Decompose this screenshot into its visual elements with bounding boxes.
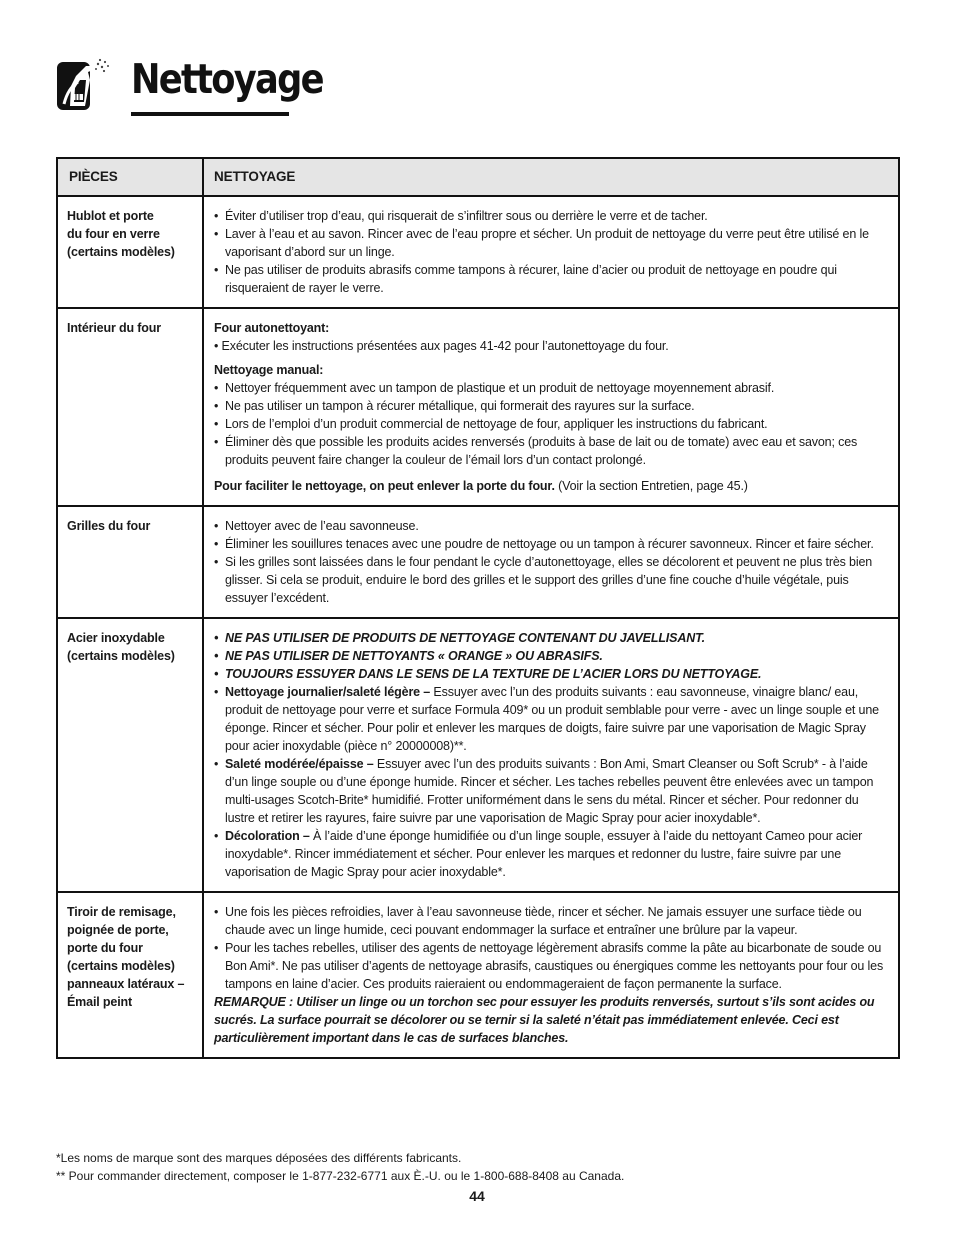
- remark-note: REMARQUE : Utiliser un linge ou un torchon sec pour essuyer les produits renversés, surtout s’ils sont acides ou sucrés. La surface pourrait se décolorer ou se ternir si la saleté n’était pas immédiatement enlevée. Ceci est particulièrement important dans le cas de surfaces blanches.: [214, 995, 875, 1045]
- cleaning-bottle-icon: [56, 58, 122, 112]
- list-item: • Éliminer les souillures tenaces avec une poudre de nettoyage ou un tampon à récurer savonneux. Rincer et faire sécher.: [214, 535, 889, 553]
- door-removal-note-bold: Pour faciliter le nettoyage, on peut enlever la porte du four.: [214, 479, 555, 493]
- self-clean-text: • Exécuter les instructions présentées aux pages 41-42 pour l’autonettoyage du four.: [214, 339, 669, 353]
- list-item: [214, 683, 889, 755]
- part-name: Grilles du four: [57, 506, 203, 618]
- list-item: [214, 755, 889, 827]
- item-lead: Nettoyage journalier/saleté légère –: [225, 685, 431, 699]
- column-header-parts: PIÈCES: [57, 158, 203, 196]
- door-removal-note: [214, 477, 889, 495]
- cleaning-instructions: [203, 308, 899, 506]
- door-removal-note-reference: (Voir la section Entretien, page 45.): [558, 479, 748, 493]
- page-title: Nettoyage: [131, 55, 323, 103]
- title-underline: [131, 112, 289, 116]
- warning-item: • NE PAS UTILISER DE PRODUITS DE NETTOYAGE CONTENANT DU JAVELLISANT.: [214, 629, 889, 647]
- cleaning-instructions: [203, 506, 899, 618]
- list-item: • Ne pas utiliser un tampon à récurer métallique, qui formerait des rayures sur la surface.: [214, 397, 889, 415]
- table-row: [57, 196, 899, 308]
- warning-item: • TOUJOURS ESSUYER DANS LE SENS DE LA TEXTURE DE L’ACIER LORS DU NETTOYAGE.: [214, 665, 889, 683]
- warning-item: • NE PAS UTILISER DE NETTOYANTS « ORANGE » OU ABRASIFS.: [214, 647, 889, 665]
- item-lead: Décoloration –: [225, 829, 310, 843]
- list-item: • Laver à l’eau et au savon. Rincer avec de l’eau propre et sécher. Un produit de nettoyage du verre peut être utilisé en le vaporisant d’abord sur un linge.: [214, 225, 889, 261]
- cleaning-table: [56, 157, 900, 1059]
- self-clean-heading: Four autonettoyant:: [214, 321, 330, 335]
- table-row: [57, 618, 899, 892]
- list-item: • Éviter d’utiliser trop d’eau, qui risquerait de s’infiltrer sous ou derrière le verre et de tacher.: [214, 207, 889, 225]
- table-row: [57, 308, 899, 506]
- cleaning-instructions: [203, 196, 899, 308]
- column-header-cleaning: NETTOYAGE: [203, 158, 899, 196]
- item-text: Essuyer avec l’un des produits suivants : Bon Ami, Smart Cleanser ou Soft Scrub* - à l’aide d’un linge souple ou d’une éponge humide. Rincer et sécher. Les taches rebelles peuvent être enlevées avec un tampon multi-usages Scotch-Brite* humidifié. Frotter uniformément dans le sens du métal. Rincer et sécher. Pour redonner du lustre et retirer les rayures, faire suivre par une vaporisation de Magic Spray pour acier inoxydable*.: [225, 757, 874, 825]
- list-item: • Nettoyer avec de l’eau savonneuse.: [214, 517, 889, 535]
- table-header-row: [57, 158, 899, 196]
- cleaning-instructions: [203, 618, 899, 892]
- part-name: Intérieur du four: [57, 308, 203, 506]
- part-name: Tiroir de remisage, poignée de porte, porte du four (certains modèles) panneaux latéraux – Émail peint: [57, 892, 203, 1058]
- part-name: Acier inoxydable (certains modèles): [57, 618, 203, 892]
- list-item: [214, 827, 889, 881]
- footnote-brands: *Les noms de marque sont des marques déposées des différents fabricants.: [56, 1151, 462, 1165]
- list-item: • Lors de l’emploi d’un produit commercial de nettoyage de four, appliquer les instructions du fabricant.: [214, 415, 889, 433]
- list-item: • Éliminer dès que possible les produits acides renversés (produits à base de lait ou de tomate) avec eau et savon; ces produits peuvent faire changer la couleur de l’émail lors d’un contact prolongé.: [214, 433, 889, 469]
- item-text: À l’aide d’une éponge humidifiée ou d’un linge souple, essuyer à l’aide du nettoyant Cameo pour acier inoxydable*. Rincer immédiatement et sécher. Pour enlever les marques et redonner du lustre, faire suivre par une vaporisation de Magic Spray pour acier inoxydable*.: [225, 829, 863, 879]
- page-header: [54, 52, 454, 122]
- list-item: • Ne pas utiliser de produits abrasifs comme tampons à récurer, laine d’acier ou produit de nettoyage en poudre qui risqueraient de rayer le verre.: [214, 261, 889, 297]
- table-row: [57, 892, 899, 1058]
- part-name: Hublot et porte du four en verre (certains modèles): [57, 196, 203, 308]
- page-number: 44: [469, 1188, 485, 1204]
- list-item: • Pour les taches rebelles, utiliser des agents de nettoyage légèrement abrasifs comme la pâte au bicarbonate de soude ou Bon Ami*. Ne pas utiliser d’agents de nettoyage abrasifs, caustiques ou énergiques comme les nettoyants pour four ou les tampons en laine d’acier. Ces produits raieraient ou endommageraient de façon permanente la surface.: [214, 939, 889, 993]
- item-lead: Saleté modérée/épaisse –: [225, 757, 374, 771]
- footnote-order: ** Pour commander directement, composer le 1-877-232-6771 aux È.-U. ou le 1-800-688-8408 au Canada.: [56, 1169, 625, 1183]
- cleaning-instructions: [203, 892, 899, 1058]
- manual-clean-heading: Nettoyage manual:: [214, 363, 324, 377]
- list-item: • Une fois les pièces refroidies, laver à l’eau savonneuse tiède, rincer et sécher. Ne jamais essuyer une surface tiède ou chaude avec un linge humide, ceci pouvant endommager la surface et entraîner une brûlure par la vapeur.: [214, 903, 889, 939]
- item-text: Essuyer avec l’un des produits suivants : eau savonneuse, vinaigre blanc/ eau, produit de nettoyage pour verre et surface Formula 409* ou un produit semblable pour verre - avec un linge souple et une éponge. Rincer et sécher. Pour polir et enlever les marques de doigts, faire suivre par une vaporisation de Magic Spray pour acier inoxydable (pièce n° 20000008)**.: [225, 685, 879, 753]
- list-item: • Si les grilles sont laissées dans le four pendant le cycle d’autonettoyage, elles se décolorent et peuvent ne plus très bien glisser. Si cela se produit, enduire le bord des grilles et le support des grilles d’une fine couche d’huile végétale, puis essuyer l’excédent.: [214, 553, 889, 607]
- list-item: • Nettoyer fréquemment avec un tampon de plastique et un produit de nettoyage moyennement abrasif.: [214, 379, 889, 397]
- table-row: [57, 506, 899, 618]
